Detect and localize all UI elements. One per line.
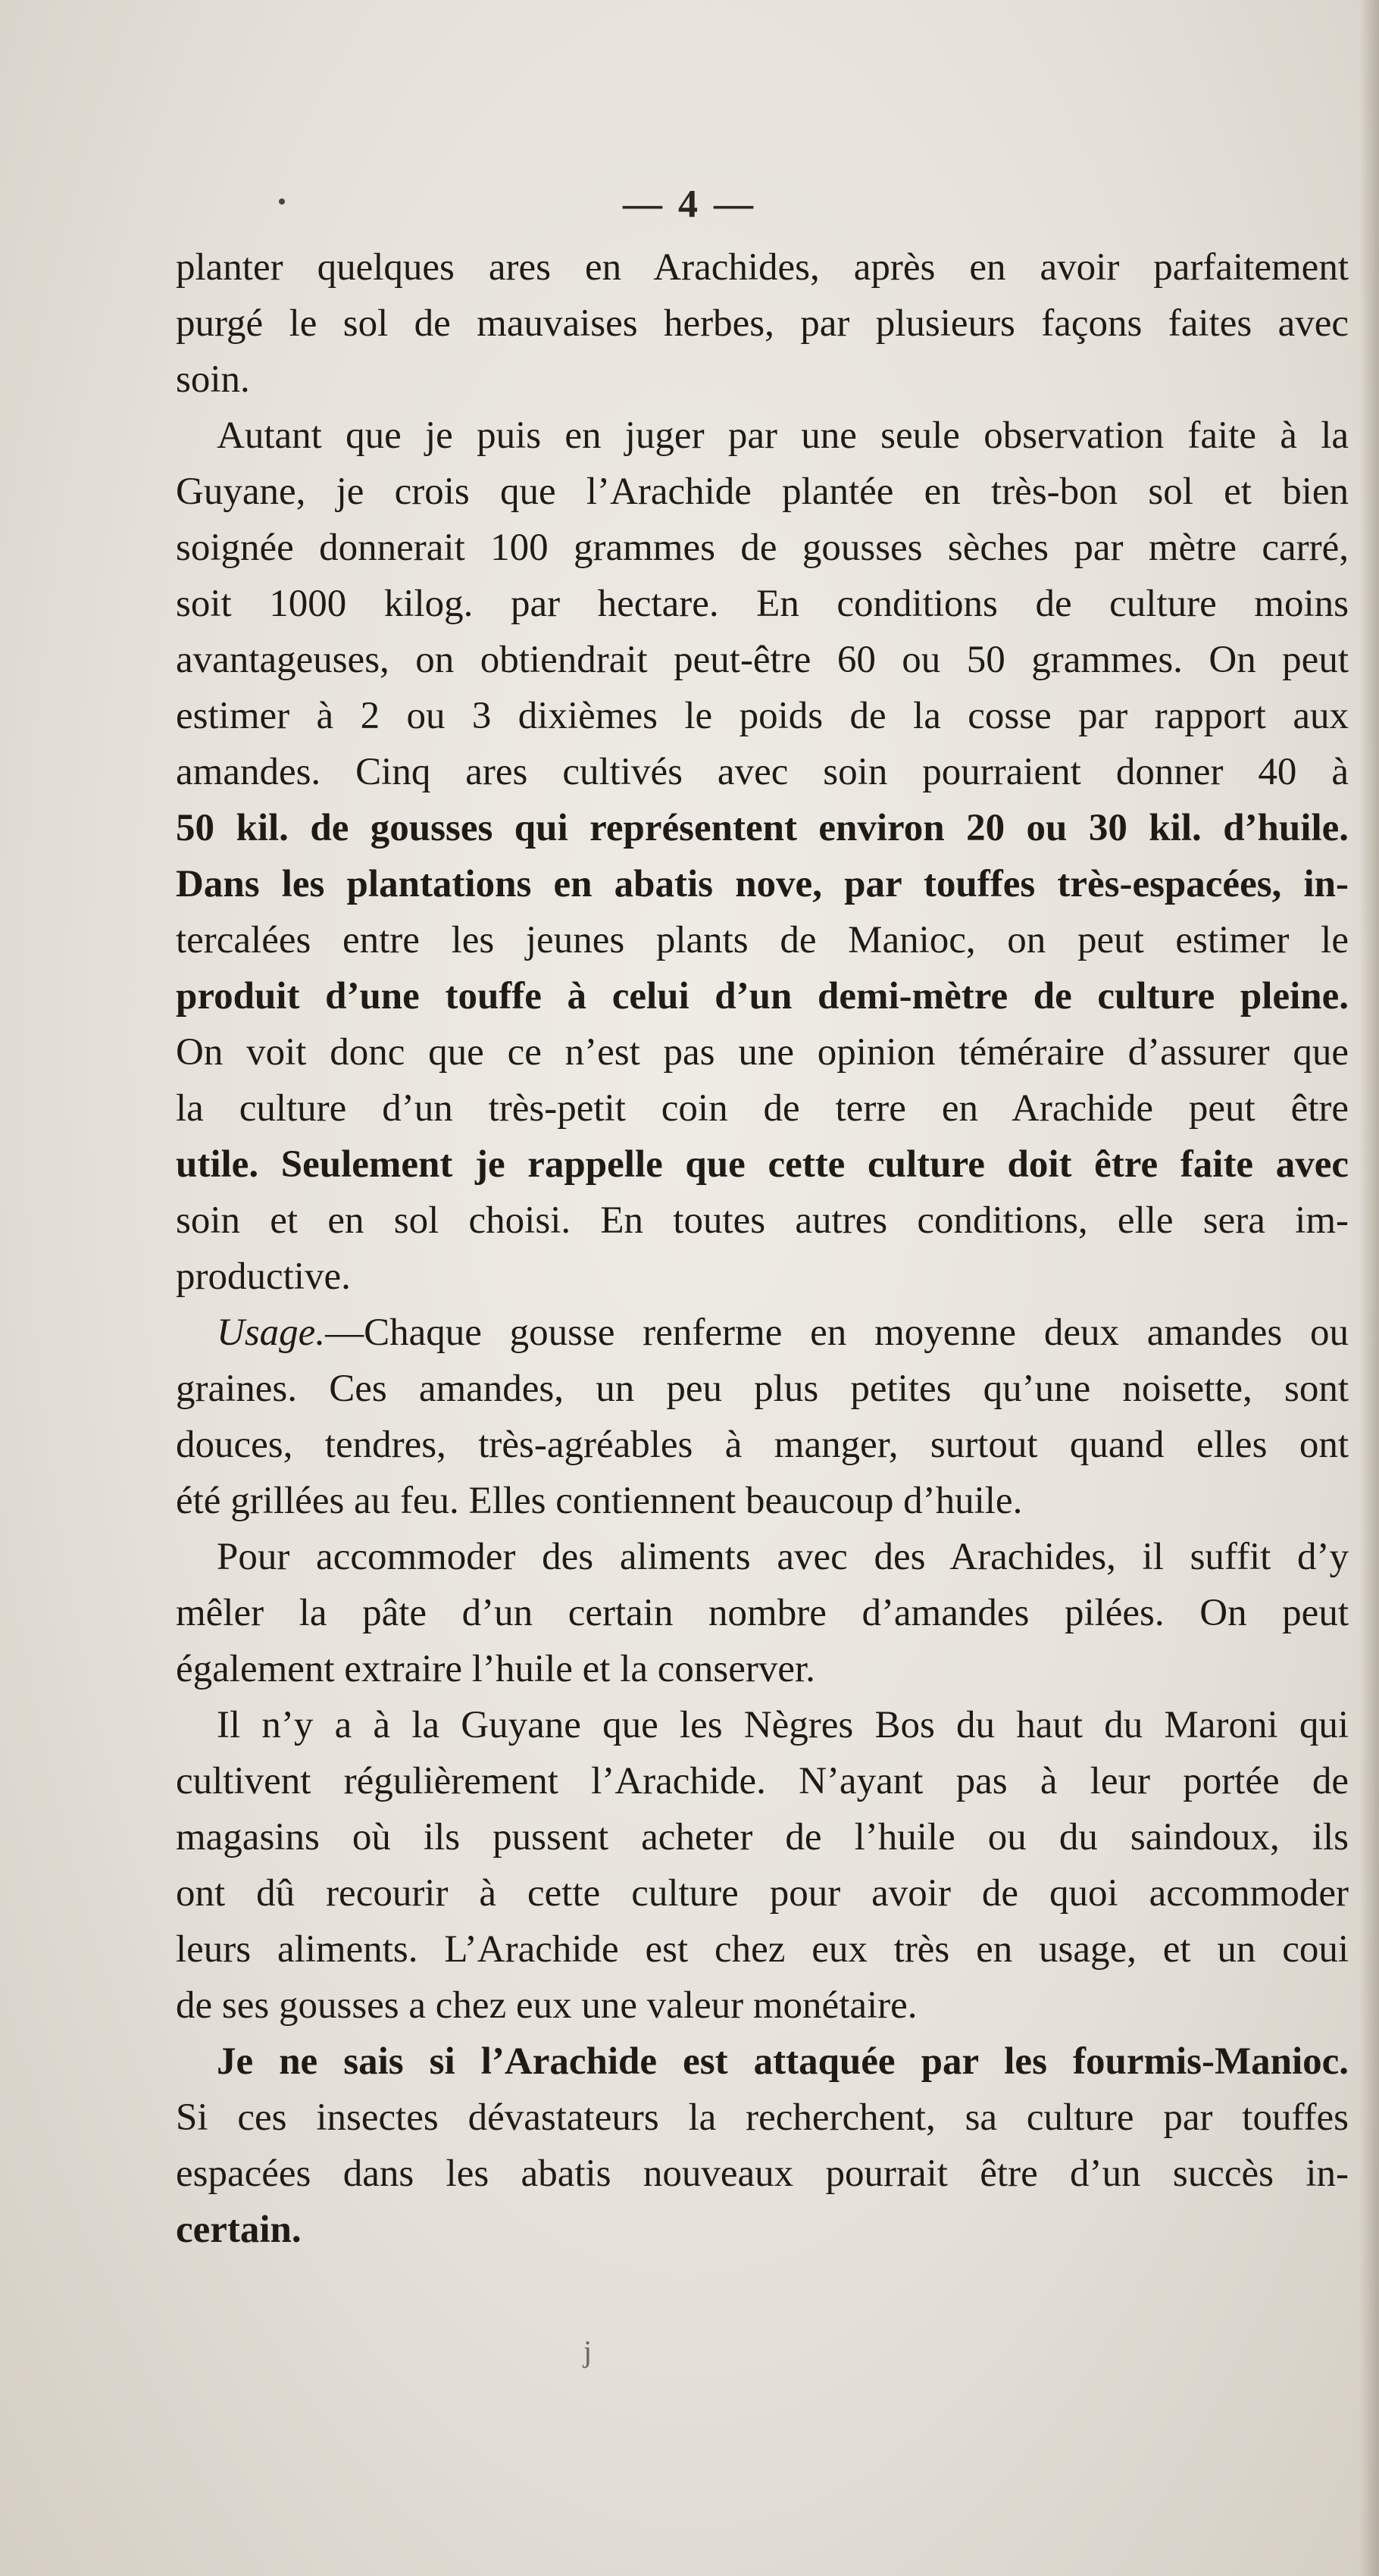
text-line: planter quelques ares en Arachides, après en avoir parfaitement (176, 246, 1349, 289)
text-line: de ses gousses a chez eux une valeur monétaire. (176, 1984, 918, 2027)
text-line: tercalées entre les jeunes plants de Manioc, on peut estimer le (176, 919, 1349, 961)
text-line: magasins où ils pussent acheter de l’huile ou du saindoux, ils (176, 1816, 1349, 1859)
text-line: avantageuses, on obtiendrait peut-être 60 ou 50 grammes. On peut (176, 639, 1349, 681)
body-text (176, 239, 1349, 2258)
text-line: douces, tendres, très-agréables à manger, surtout quand elles ont (176, 1424, 1349, 1466)
text-line: amandes. Cinq ares cultivés avec soin pourraient donner 40 à (176, 751, 1349, 793)
usage-text: —Chaque gousse renferme en moyenne deux amandes ou (325, 1311, 1349, 1354)
text-line: la culture d’un très-petit coin de terre en Arachide peut être (176, 1087, 1349, 1130)
stray-ink-mark: j (583, 2334, 593, 2368)
text-line: graines. Ces amandes, un peu plus petites qu’une noisette, sont (176, 1368, 1349, 1410)
text-line: Autant que je puis en juger par une seule observation faite à la (217, 414, 1349, 457)
text-line: Dans les plantations en abatis nove, par touffes très-espacées, in- (176, 863, 1349, 905)
page-number: — 4 — (623, 183, 756, 226)
text-line: Il n’y a à la Guyane que les Nègres Bos du haut du Maroni qui (217, 1704, 1349, 1746)
text-line: mêler la pâte d’un certain nombre d’amandes pilées. On peut (176, 1592, 1349, 1634)
text-line: estimer à 2 ou 3 dixièmes le poids de la cosse par rapport aux (176, 695, 1349, 737)
text-line: productive. (176, 1255, 351, 1298)
text-line: ont dû recourir à cette culture pour avoir de quoi accommoder (176, 1872, 1349, 1915)
text-line: Je ne sais si l’Arachide est attaquée par les fourmis-Manioc. (217, 2040, 1349, 2083)
text-line: soit 1000 kilog. par hectare. En conditions de culture moins (176, 583, 1349, 625)
text-line: également extraire l’huile et la conserver. (176, 1648, 815, 1690)
text-line: leurs aliments. L’Arachide est chez eux très en usage, et un coui (176, 1928, 1349, 1971)
text-line: Si ces insectes dévastateurs la recherchent, sa culture par touffes (176, 2096, 1349, 2139)
text-line: été grillées au feu. Elles contiennent beaucoup d’huile. (176, 1480, 1023, 1522)
text-line: cultivent régulièrement l’Arachide. N’ayant pas à leur portée de (176, 1760, 1349, 1802)
usage-line (176, 1305, 1349, 1361)
text-line: Pour accommoder des aliments avec des Arachides, il suffit d’y (217, 1536, 1349, 1578)
text-line: On voit donc que ce n’est pas une opinion téméraire d’assurer que (176, 1031, 1349, 1074)
text-line: produit d’une touffe à celui d’un demi-mètre de culture pleine. (176, 975, 1349, 1018)
text-line: soignée donnerait 100 grammes de gousses sèches par mètre carré, (176, 527, 1349, 569)
text-line: purgé le sol de mauvaises herbes, par plusieurs façons faites avec (176, 302, 1349, 345)
text-line: certain. (176, 2209, 302, 2251)
page-edge-shadow (1359, 0, 1379, 2576)
text-line: espacées dans les abatis nouveaux pourrait être d’un succès in- (176, 2152, 1349, 2195)
text-line: soin. (176, 358, 250, 401)
text-line: utile. Seulement je rappelle que cette culture doit être faite avec (176, 1143, 1349, 1186)
text-line: Guyane, je crois que l’Arachide plantée en très-bon sol et bien (176, 470, 1349, 513)
text-line: 50 kil. de gousses qui représentent environ 20 ou 30 kil. d’huile. (176, 807, 1349, 849)
usage-label: Usage. (217, 1311, 326, 1354)
text-line: soin et en sol choisi. En toutes autres conditions, elle sera im- (176, 1199, 1349, 1242)
